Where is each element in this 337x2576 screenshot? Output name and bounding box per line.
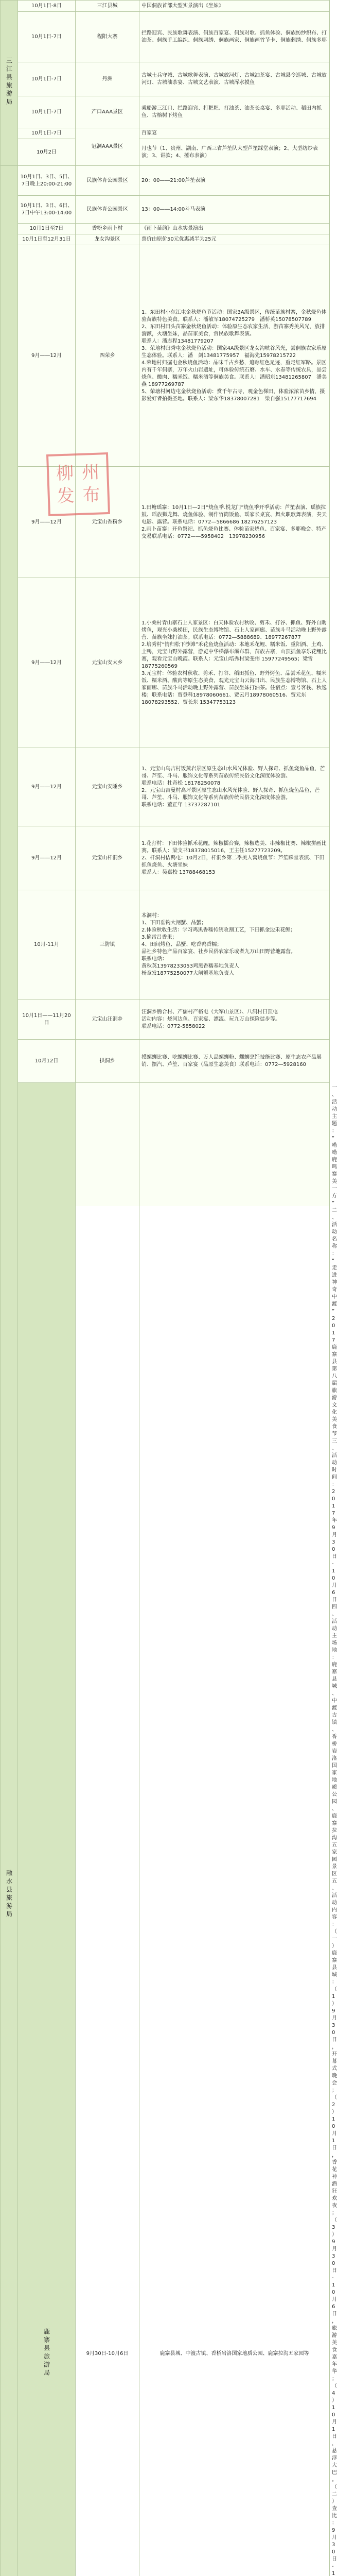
activity-cell: 古城士兵守城、古城歌舞表演、古城放河灯、古城油茶宴、古城县令巡城、古城放河灯、古城油茶宴、古城文艺表演、古城浑水摸鱼 (139, 62, 330, 96)
date-cell: 10月-11月 (18, 890, 76, 999)
table-row: 鹿寨县旅游局 9月30日-10月6日 鹿寨县城、中渡古镇、香桥岩洛国家地质公园、鹿寨拉沟五家园等 一、活动主题：“呦呦鹿鸣 寨美一方” 二、活动名称：“走进神奇中渡”2017鹿寨县第八届旅游文化美食节 三、活动时间：2017年9月30日-10月6日 四、活动主场地：鹿寨县城、中渡古镇、香桥岩洛国家地质公园、鹿寨拉沟五家园景区 五、活动内容： （一）鹿寨县城： （1）9月30日，开幕式晚会； （2）10月1日，香花神酒狂欢夜； （3）9月30日-10月6日，旅游美食嘉年华； （4）10月1日，悬浮大巴。 （二）查比：9月30日-1 (1, 1083, 330, 2576)
place-cell: 产口AAA景区 (76, 96, 139, 128)
activity-cell: 汪洞乡腾合村、产儒村产格屯（大军山景区）、八洞村日顶屯 活动内容：烧河边鱼、百家宴、漂流、玩九万山探险徒步等。 联系电话：0772-5858022 (139, 999, 330, 1040)
activity-cell: 百家宴 (139, 128, 330, 139)
activity-cell: 1、元宝山乌吉村饭蒸岩景区原生态山水风光体验、野人探奇、抓鱼烧鱼品鱼，芒哥、芦笙、斗马、服饰文化等系列苗族传统民俗文化深度体验游。 联系电话：杜奇松 18178250078 2、元宝山吉曼村高坪景区原生态山水风光体验、野人探奇、抓鱼烧鱼品鱼，芒哥、芦笙、斗马、服饰文化等系列苗族传统民俗文化深度体验游。 联系电话：董正年 13737287101 (139, 748, 330, 826)
table-row (1, 826, 330, 890)
table-row (1, 245, 330, 467)
date-cell: 10月1日——11月20日 (18, 999, 76, 1040)
place-cell: 民族体育公园景区 (76, 196, 139, 224)
table-row (1, 12, 330, 62)
place-cell: 元宝山杆洞乡 (76, 826, 139, 890)
place-cell: 三防镇 (76, 890, 139, 999)
date-cell: 9月——12月 (18, 748, 76, 826)
watermark-stamp (46, 452, 110, 516)
agency-cell-rongzhai (18, 1083, 76, 2576)
date-cell: 9月——12月 (18, 467, 76, 578)
activity-cell: 本洞村： 1、下田垂钓大闸蟹、品蟹； 2.体验秋收生活：学习鸡黑香糯传统收割工艺，下田抓金边禾花鲤； 3.摘雷吕香果； 4、田间烤鱼、品蟹、吃香鸭香糯； 品社乡特色产品百家宴、社乡民俗农家乐或者九万山田野营地露营。 联系电话： 黄秋英13978233053鸡黑香糯基地负责人 杨章发18775250077大闸蟹基地负责人 (139, 890, 330, 999)
date-cell: 10月2日 (18, 139, 76, 166)
activity-cell: 摸螺蛳比赛、吃螺蛳比赛、万人品螺蛳粉、螺蛳烹饪技能比赛、原生态农产品展销、摆汽、芦笙、百家宴（品原生态美食）联系电话：0772—5928160 (139, 1040, 330, 1083)
date-cell: 10月1日-7日 (18, 96, 76, 128)
table-row (1, 196, 330, 224)
activity-cell: 1、东田村小东江屯金秋烧鱼节活动：国家3A级景区，传统苗族村寨，金秋烧鱼体验苗族特色美食。联系人：潘敏军18074725279 潘桥英15078507789 2、东田村田头苗寨金秋烧鱼活动：体验原生态农家生活，游苗寨秀美风光，放排游颤，火塘坐妹，品苗家美食，赏民族歌舞表演。 联系人：潘志程13481779207 3、荣地村归秀屯金秋烧鱼活动：国家4A级景区龙女沟峡谷风光，尝侗族农家乐原生态体验。联系人：潘 剑13481775957 福海先15978215722 4.荣地村归掘屯金秋烧鱼活动：品味千古乡愁，追踪红色足迹，重走红军路。景区内有千年侗寨，万年火山岩遗址，可体验传统石磨、水车、水春等传统农具，品尝烧鱼、酸肉、糯米饭、糯米酒等侗族美食。联系人：潘昭东13481265807 潘美燕 18977269787 5、荣塘村河边屯金秋烧鱼活动：赏千年古寺，观金色梯田，体验浓浓苗乡情，摄影爱好者拍摄圣地。联系人：梁东华18378007281 梁自强15177717694 (139, 245, 330, 467)
date-cell: 10月1日至7日 (18, 224, 76, 234)
agency-label: 融水县旅游局 (6, 1870, 12, 1919)
activity-cell: 《雨卜苗韵》山水实景演出 (139, 224, 330, 234)
place-cell: 元宝山安太乡 (76, 578, 139, 748)
agency-label: 鹿寨县旅游局 (44, 2328, 50, 2378)
place-cell: 三江县城 (76, 1, 139, 12)
table-row (1, 139, 330, 166)
date-cell: 10月1日-7日 (18, 12, 76, 62)
date-cell: 10月1日-7日 (18, 128, 76, 139)
activity-cell: 月也节（1、贵州、湖南、广西三省芦笙队大型芦笙踩堂表演；2、大型纺纱表演；3、讲款；4、捶布表演） (139, 139, 330, 166)
place-cell: 拱洞乡 (76, 1040, 139, 1083)
place-cell: 香粉乡雨卜村 (76, 224, 139, 234)
place-cell: 丹洲 (76, 62, 139, 96)
table-row (1, 234, 330, 245)
place-cell: 民族体育公园景区 (76, 166, 139, 196)
activity-cell: 20：00——21:00芦笙表演 (139, 166, 330, 196)
table-row (1, 1, 330, 12)
activity-cell: 拦路迎宾、民族歌舞表演、侗族百家宴、侗族对歌、抓鱼体验、侗族纺纱织布、打油茶、侗族手工编织、侗族刺绣、侗族画家、侗族画竹节卡、侗族刺绣、侗族多耶 (139, 12, 330, 62)
place-cell: 四荣乡 (76, 245, 139, 467)
event-schedule-sheet (0, 0, 329, 1206)
activity-cell: 13：00——14:00斗马表演 (139, 196, 330, 224)
place-cell: 冠洞AAA景区 (76, 128, 139, 166)
date-cell: 10月1日-8日 (18, 1, 76, 12)
date-cell: 10月1日-7日 (18, 62, 76, 96)
watermark-char: 州 (77, 461, 104, 484)
table-row (1, 128, 330, 139)
agency-label: 三江县旅游局 (6, 57, 12, 107)
activity-cell: 1.小桑村青山寨石上人家景区：白天体验农村秋收、剪禾、打谷、抓鱼、野外自助烤鱼，观光小桑梯田，民族生态博物馆、石上人家画廊、苗族斗马活动晚上野外露营、苗族坐妹打油茶。联系电话：0772—5888689、18977267877 2.培秀村“情归松下沙滩”禾花鱼烧鱼活动：本地禾花鲤、糯米饭、重阳酒、土鸡、土鸭，元宝山野外露营，游览中华梯瀑布瀑布群，苗族古寨，山顶抓鱼享乐花鲤比赛，观看元宝山晚霞。联系人：元宝山培秀村梁斐伟 15977249565；梁雪 18775260569 3.元宝村：体验农村秋收、剪禾、打谷、稻田抓鱼、野外烤鱼、品尝禾花鱼、糯米饭、糯米酒、酸肉等原生态美食，观光元宝山云海日出、民族生态博物馆、石上人家画廊、苗族斗马活动晚上野外露营、苗族坐妹打油茶。住宿点：壹号客栈、秋逸楼；联系电话：贾登科18978060661、贾云月18978060516、贾元东18078293552、贾长东 15347753123 (139, 578, 330, 748)
watermark-char: 发 (52, 484, 79, 508)
place-cell: 元宝山汪洞乡 (76, 999, 139, 1040)
watermark-char: 布 (78, 483, 105, 507)
table-row (1, 748, 330, 826)
table-row (1, 999, 330, 1040)
date-cell: 10月1日、3日、6日、7日中午13:00-14:00 (18, 196, 76, 224)
activity-cell: 1.花孖村：下田体验抓禾花鲤，辣椒擂台赛，辣椒选美、串辣椒比赛、辣椒拼画比赛。联系人：梁支书18378015016，王主任15277723209。 2、杆洞村佶鸭屯：10月2日，杆洞乡第二季美人窝烧鱼节：芦笙踩堂表演、下田抓鱼烧鱼、火塘坐妹 联系人：吴嘉校 13788468153 (139, 826, 330, 890)
table-row (1, 578, 330, 748)
activity-cell: 1.田塘瑶寨：10月1日—2日“烧鱼季.悦龙门”烧鱼季开季活动：芦笙表演、瑶族拉鼓、瑶族狮龙舞、烧鱼体验、制作竹筒饭鱼、瑶家长桌宴、舞火职歌舞表演，奏天电影、露营。联系电话：0772—5866686 18276257123 2.雨卜苗寨：开鱼祭祀、抓鱼烧鱼比赛、体验苗家烧鱼、百家宴、多耶晚会、特产交易联系电话：0772——5958402 13978230956 (139, 467, 330, 578)
watermark-char: 柳 (51, 462, 78, 485)
agency-cell-rongshui (1, 166, 18, 2576)
table-row (1, 96, 330, 128)
date-cell: 10月12日 (18, 1040, 76, 1083)
date-cell: 9月——12月 (18, 826, 76, 890)
date-cell: 10月1日至12月31日 (18, 234, 76, 245)
table-row (1, 890, 330, 999)
date-cell: 9月——12月 (18, 578, 76, 748)
table-row (1, 1040, 330, 1083)
table-row (1, 224, 330, 234)
place-cell: 龙女沟景区 (76, 234, 139, 245)
activity-cell: 票价由原价50元优惠减半为25元 (139, 234, 330, 245)
place-cell: 元宝山安陲乡 (76, 748, 139, 826)
table-row (1, 166, 330, 196)
place-cell: 程阳大寨 (76, 12, 139, 62)
date-cell: 9月30日-10月6日 (76, 1083, 139, 2576)
agency-cell-sanjiang (1, 1, 18, 166)
activity-cell: 乘船游三江口、拦路迎宾、打粑粑、打油茶、油茶长桌宴、多耶活动、稻田内抓鱼、古榕树下烤鱼 (139, 96, 330, 128)
activity-cell: 中国侗族首部大型实景演出《坐妹》 (139, 1, 330, 12)
date-cell: 9月——12月 (18, 245, 76, 467)
place-cell: 元宝山香粉乡 (76, 467, 139, 578)
place-cell: 鹿寨县城、中渡古镇、香桥岩洛国家地质公园、鹿寨拉沟五家园等 (139, 1083, 330, 2576)
date-cell: 10月1日、3日、5日、7日晚上20:00-21:00 (18, 166, 76, 196)
table-row (1, 62, 330, 96)
